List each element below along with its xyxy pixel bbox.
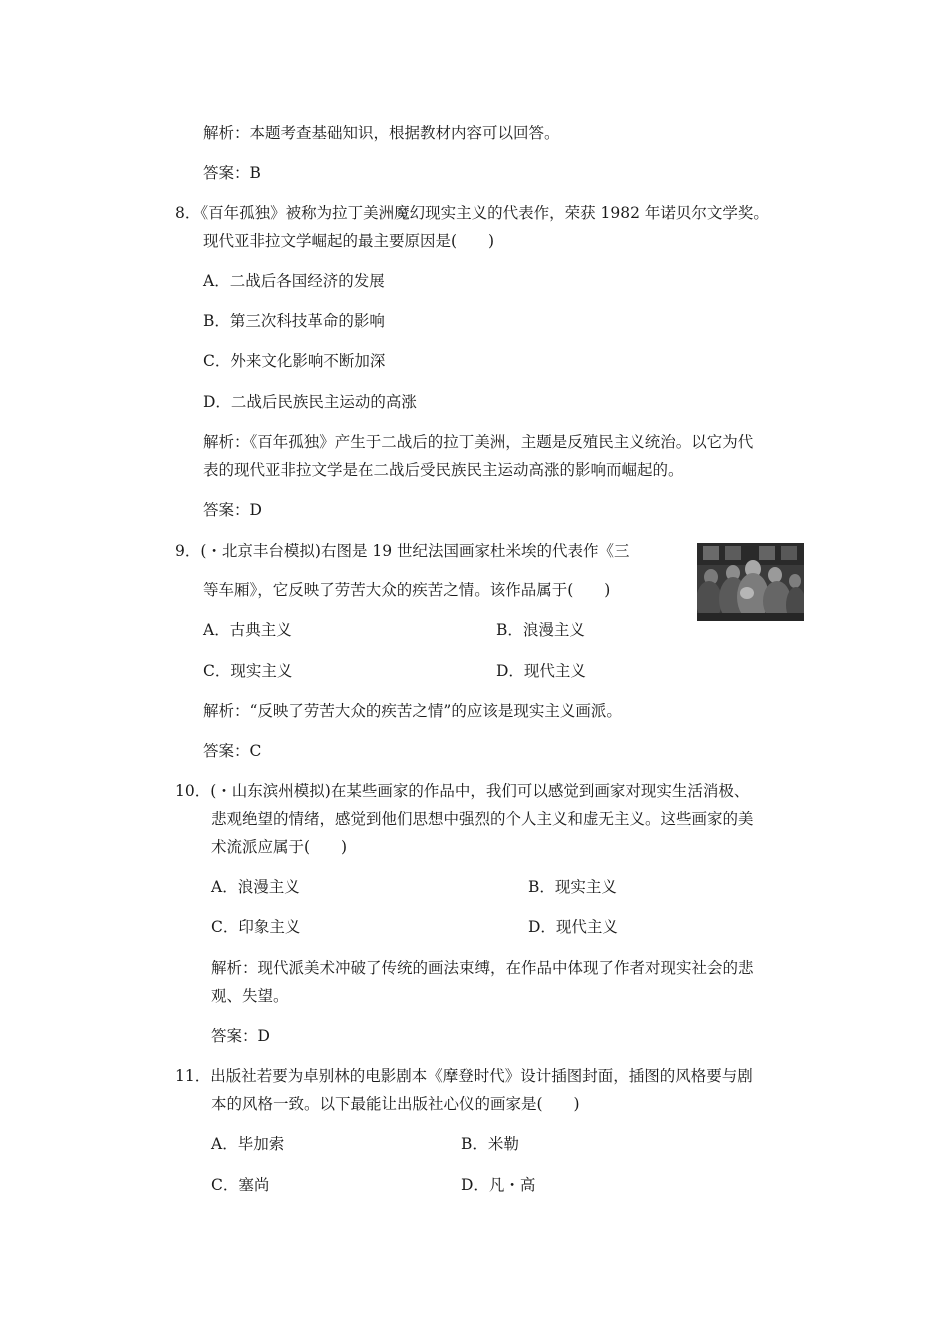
q10-analysis-line2: 观、失望。 — [211, 987, 289, 1005]
q11-option-d: D．凡・高 — [461, 1176, 536, 1194]
q8-stem-line2: 现代亚非拉文学崛起的最主要原因是( ) — [203, 232, 495, 250]
q11-stem-line1: 11．出版社若要为卓别林的电影剧本《摩登时代》设计插图封面，插图的风格要与剧 — [175, 1067, 753, 1085]
q10-stem-line1: 10．(・山东滨州模拟)在某些画家的作品中，我们可以感觉到画家对现实生活消极、 — [175, 782, 750, 800]
q8-answer: 答案：D — [203, 501, 262, 519]
q11-option-b: B．米勒 — [461, 1135, 519, 1153]
q11-option-c: C．塞尚 — [211, 1176, 270, 1194]
q10-analysis-line1: 解析：现代派美术冲破了传统的画法束缚，在作品中体现了作者对现实社会的悲 — [211, 959, 754, 977]
q10-option-d: D．现代主义 — [528, 918, 618, 936]
q11-stem-line2: 本的风格一致。以下最能让出版社心仪的画家是( ) — [211, 1095, 580, 1113]
q9-option-a: A．古典主义 — [203, 621, 292, 639]
q8-option-b: B．第三次科技革命的影响 — [203, 312, 385, 330]
q9-answer: 答案：C — [203, 742, 262, 760]
q10-option-c: C．印象主义 — [211, 918, 301, 936]
q8-analysis-line1: 解析：《百年孤独》产生于二战后的拉丁美洲，主题是反殖民主义统治。以它为代 — [203, 433, 754, 451]
q7-analysis: 解析：本题考查基础知识，根据教材内容可以回答。 — [203, 124, 560, 142]
q9-stem-line2: 等车厢》，它反映了劳苦大众的疾苦之情。该作品属于( ) — [203, 581, 611, 599]
q8-option-c: C．外来文化影响不断加深 — [203, 352, 386, 370]
q8-stem-line1: 8．《百年孤独》被称为拉丁美洲魔幻现实主义的代表作，荣获 1982 年诺贝尔文学奖。 — [175, 204, 769, 222]
q10-stem-line3: 术流派应属于( ) — [211, 838, 348, 856]
q9-analysis: 解析：“反映了劳苦大众的疾苦之情”的应该是现实主义画派。 — [203, 702, 622, 720]
q8-analysis-line2: 表的现代亚非拉文学是在二战后受民族民主运动高涨的影响而崛起的。 — [203, 461, 684, 479]
q11-option-a: A．毕加索 — [211, 1135, 285, 1153]
q8-option-d: D．二战后民族民主运动的高涨 — [203, 393, 417, 411]
q9-option-d: D．现代主义 — [496, 662, 586, 680]
q9-stem-line1: 9．(・北京丰台模拟)右图是 19 世纪法国画家杜米埃的代表作《三 — [175, 542, 630, 560]
q9-option-c: C．现实主义 — [203, 662, 293, 680]
q8-option-a: A．二战后各国经济的发展 — [203, 272, 385, 290]
q10-stem-line2: 悲观绝望的情绪，感觉到他们思想中强烈的个人主义和虚无主义。这些画家的美 — [211, 810, 754, 828]
q9-option-b: B．浪漫主义 — [496, 621, 585, 639]
q10-option-a: A．浪漫主义 — [211, 878, 300, 896]
q7-answer: 答案：B — [203, 164, 261, 182]
q10-option-b: B．现实主义 — [528, 878, 617, 896]
q10-answer: 答案：D — [211, 1027, 270, 1045]
third-class-carriage-painting — [697, 543, 804, 621]
